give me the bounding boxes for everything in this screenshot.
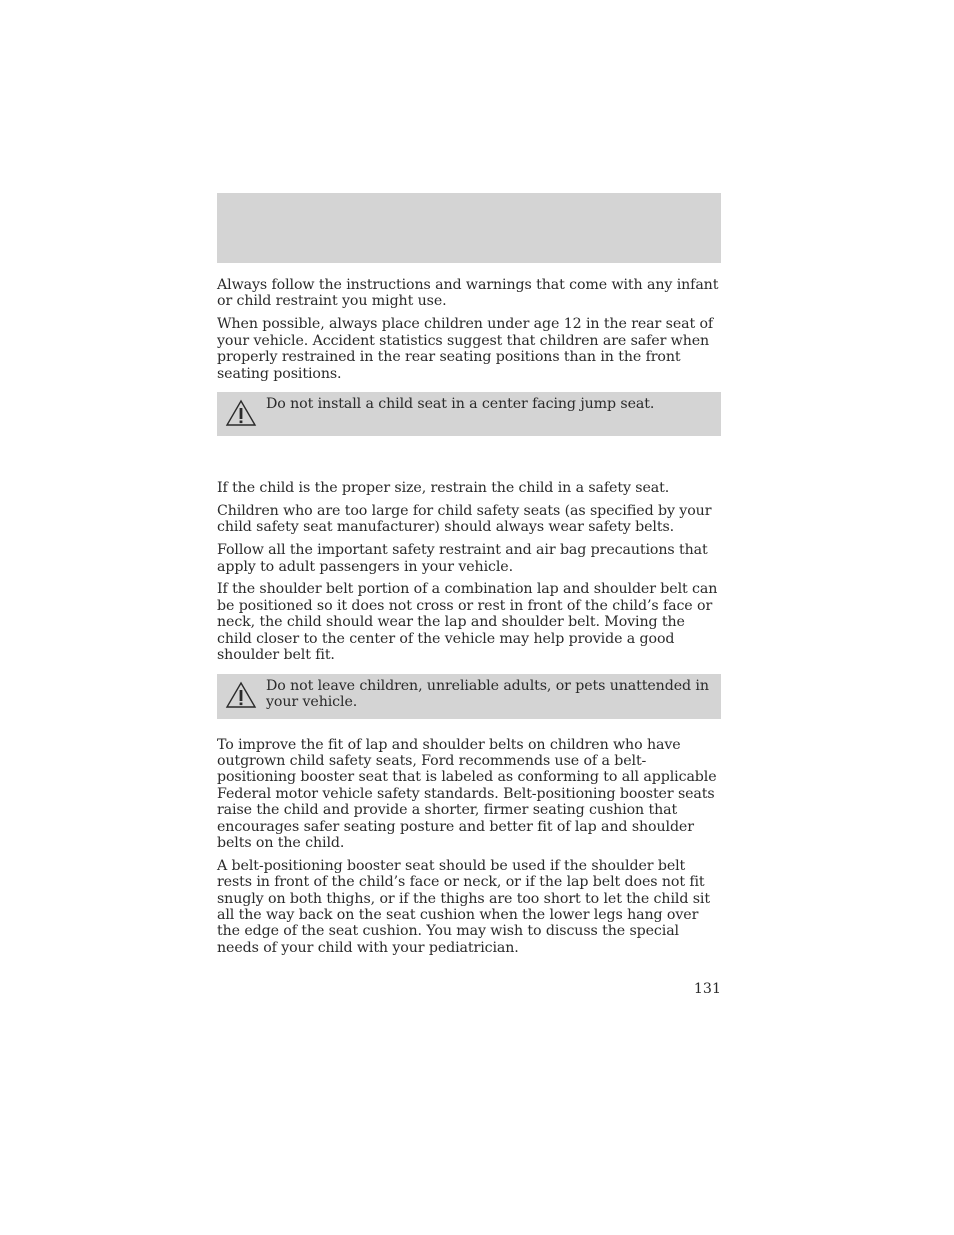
warning-box (217, 392, 721, 436)
page-number: 131 (693, 981, 721, 997)
warning-triangle-icon (225, 681, 257, 709)
paragraph: Children who are too large for child safety seats (as specified by your child safety seat manufacturer) should always wear safety belts. (217, 502, 712, 536)
warning-text: Do not install a child seat in a center facing jump seat. (266, 395, 655, 412)
paragraph: To improve the fit of lap and shoulder belts on children who have outgrown child safety seats, Ford recommends use of a belt-positioning booster seat that is labeled as conforming to all applicable Federal motor vehicle safety standards. Belt-positioning booster seats raise the child and provide a shorter, firmer seating cushion that encourages safer seating posture and better fit of lap and shoulder belts on the child. (217, 736, 717, 851)
spacer (217, 436, 721, 480)
warning-triangle-icon (225, 399, 257, 427)
warning-text: Do not leave children, unreliable adults, or pets unattended in your vehicle. (266, 677, 709, 710)
warning-box (217, 674, 721, 719)
page-content (217, 277, 721, 963)
section-header-band (217, 193, 721, 263)
paragraph: Follow all the important safety restraint and air bag precautions that apply to adult passengers in your vehicle. (217, 542, 708, 575)
paragraph: If the child is the proper size, restrain the child in a safety seat. (217, 479, 670, 496)
spacer (217, 719, 721, 737)
paragraph: When possible, always place children under age 12 in the rear seat of your vehicle. Accident statistics suggest that children are safer when properly restrained in the rear seating positions than in the front seating positions. (217, 316, 714, 382)
paragraph: Always follow the instructions and warnings that come with any infant or child restraint you might use. (217, 277, 719, 310)
paragraph: If the shoulder belt portion of a combination lap and shoulder belt can be positioned so it does not cross or rest in front of the child’s face or neck, the child should wear the lap and shoulder belt. Moving the child closer to the center of the vehicle may help provide a good shoulder belt fit. (217, 581, 718, 664)
paragraph: A belt-positioning booster seat should be used if the shoulder belt rests in front of the child’s face or neck, or if the lap belt does not fit snugly on both thighs, or if the thighs are too short to let the child sit all the way back on the seat cushion when the lower legs hang over the edge of the seat cushion. You may wish to discuss the special needs of your child with your pediatrician. (217, 857, 710, 956)
